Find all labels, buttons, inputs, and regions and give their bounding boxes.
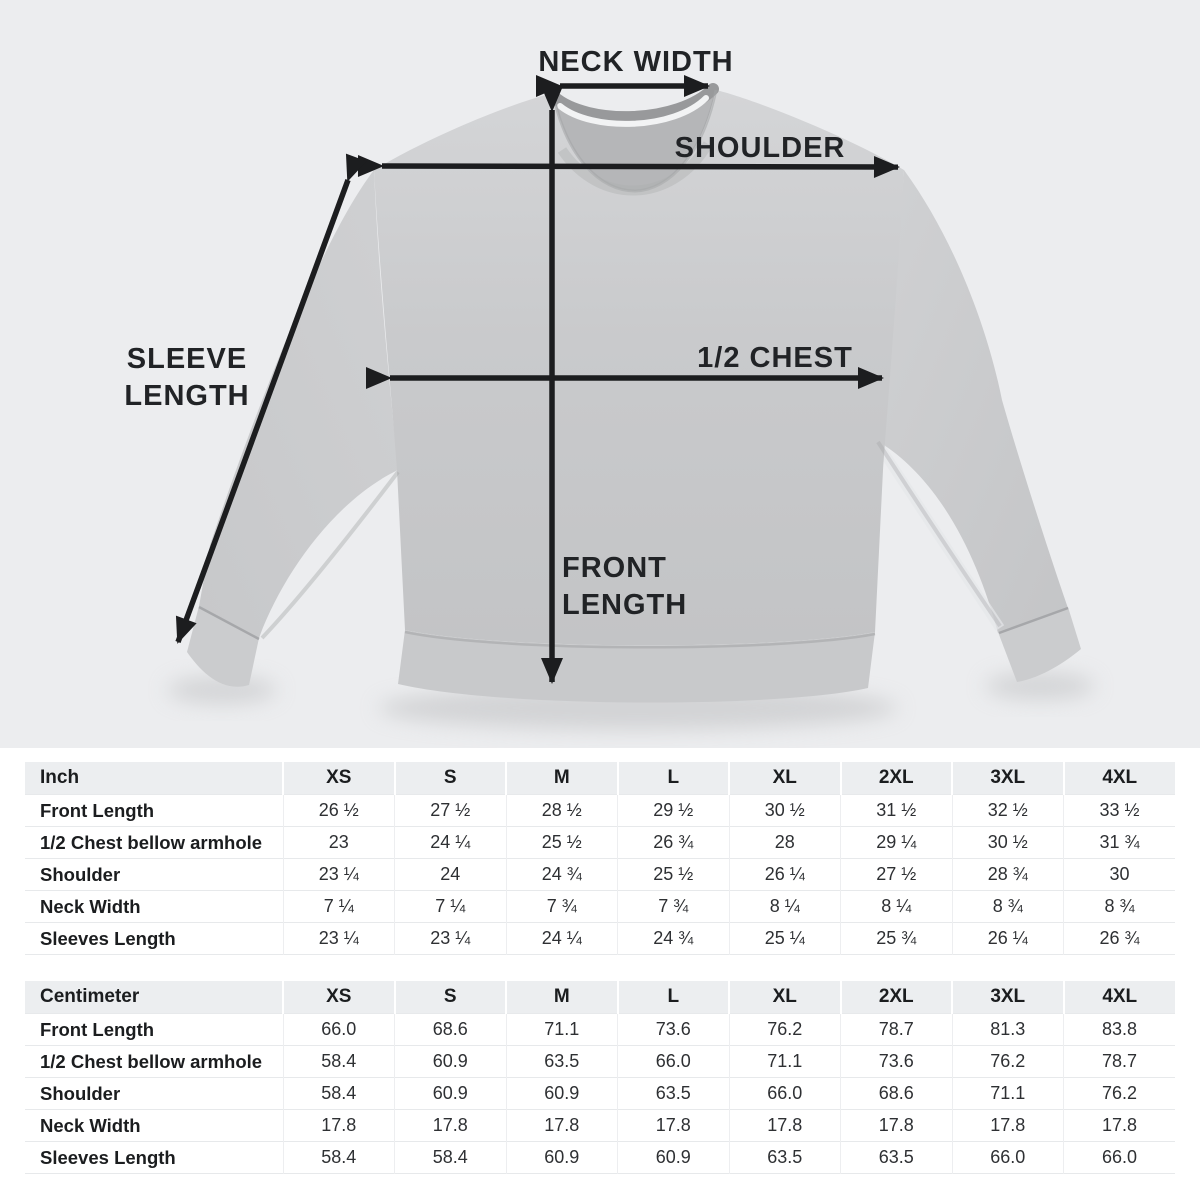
measurement-value-cell: 28 ¾ (952, 859, 1064, 891)
shoulder-arrow (382, 166, 898, 167)
measurement-value-cell: 30 (1064, 859, 1176, 891)
measurement-value-cell: 28 ½ (506, 795, 618, 827)
measurement-row (25, 1110, 1175, 1142)
measurement-value-cell: 7 ¼ (395, 891, 507, 923)
sleeve-length-label-line1: SLEEVE (126, 343, 248, 375)
size-header-cell: L (618, 981, 730, 1014)
measurement-row (25, 1046, 1175, 1078)
size-table-centimeter (25, 981, 1175, 1174)
measurement-value-cell: 17.8 (283, 1110, 395, 1142)
measurement-value-cell: 68.6 (841, 1078, 953, 1110)
measurement-value-cell: 60.9 (506, 1078, 618, 1110)
measurement-value-cell: 30 ½ (952, 827, 1064, 859)
measurement-label-cell: Front Length (25, 795, 283, 827)
measurement-value-cell: 58.4 (283, 1046, 395, 1078)
size-header-cell: L (618, 762, 730, 795)
measurement-value-cell: 76.2 (729, 1014, 841, 1046)
sleeve-length-label-line2: LENGTH (124, 380, 250, 412)
measurement-row (25, 891, 1175, 923)
size-header-cell: S (395, 981, 507, 1014)
measurement-label-cell: 1/2 Chest bellow armhole (25, 1046, 283, 1078)
measurement-value-cell: 24 ¾ (618, 923, 730, 955)
right-cuff-shadow (985, 672, 1095, 700)
measurement-label-cell: Front Length (25, 1014, 283, 1046)
measurement-value-cell: 73.6 (841, 1046, 953, 1078)
measurement-value-cell: 25 ½ (506, 827, 618, 859)
measurement-value-cell: 63.5 (841, 1142, 953, 1174)
measurement-value-cell: 60.9 (395, 1078, 507, 1110)
size-header-cell: XL (729, 981, 841, 1014)
measurement-value-cell: 60.9 (506, 1142, 618, 1174)
measurement-value-cell: 25 ½ (618, 859, 730, 891)
measurement-value-cell: 58.4 (395, 1142, 507, 1174)
measurement-row (25, 827, 1175, 859)
size-header-cell: XL (729, 762, 841, 795)
size-header-cell: XS (283, 981, 395, 1014)
measurement-label-cell: Shoulder (25, 1078, 283, 1110)
front-length-label-line2: LENGTH (562, 589, 688, 621)
measurement-value-cell: 23 ¼ (395, 923, 507, 955)
measurement-value-cell: 33 ½ (1064, 795, 1176, 827)
measurement-value-cell: 63.5 (506, 1046, 618, 1078)
measurement-label-cell: Neck Width (25, 891, 283, 923)
measurement-value-cell: 17.8 (952, 1110, 1064, 1142)
measurement-value-cell: 83.8 (1064, 1014, 1176, 1046)
measurement-value-cell: 26 ¼ (729, 859, 841, 891)
measurement-value-cell: 24 ¼ (395, 827, 507, 859)
measurement-row (25, 1078, 1175, 1110)
measurement-value-cell: 26 ½ (283, 795, 395, 827)
measurement-value-cell: 23 ¼ (283, 859, 395, 891)
measurement-value-cell: 63.5 (618, 1078, 730, 1110)
measurement-value-cell: 31 ½ (841, 795, 953, 827)
size-header-row (25, 762, 1175, 795)
measurement-value-cell: 23 ¼ (283, 923, 395, 955)
measurement-value-cell: 17.8 (729, 1110, 841, 1142)
size-header-cell: M (506, 981, 618, 1014)
size-header-cell: 3XL (952, 981, 1064, 1014)
measurement-value-cell: 81.3 (952, 1014, 1064, 1046)
measurement-value-cell: 76.2 (1064, 1078, 1176, 1110)
measurement-value-cell: 23 (283, 827, 395, 859)
measurement-value-cell: 7 ¾ (506, 891, 618, 923)
measurement-value-cell: 66.0 (952, 1142, 1064, 1174)
measurement-value-cell: 71.1 (952, 1078, 1064, 1110)
measurement-value-cell: 24 (395, 859, 507, 891)
measurement-row (25, 859, 1175, 891)
measurement-value-cell: 7 ¾ (618, 891, 730, 923)
measurement-value-cell: 8 ¼ (841, 891, 953, 923)
measurement-value-cell: 66.0 (283, 1014, 395, 1046)
measurement-value-cell: 8 ¾ (952, 891, 1064, 923)
measurement-value-cell: 76.2 (952, 1046, 1064, 1078)
measurement-label-cell: Neck Width (25, 1110, 283, 1142)
measurement-label-cell: Shoulder (25, 859, 283, 891)
shoulder-label: SHOULDER (674, 132, 846, 164)
measurement-row (25, 1142, 1175, 1174)
measurement-value-cell: 73.6 (618, 1014, 730, 1046)
measurement-value-cell: 58.4 (283, 1142, 395, 1174)
measurement-value-cell: 17.8 (618, 1110, 730, 1142)
measurement-label-cell: Sleeves Length (25, 1142, 283, 1174)
measurement-value-cell: 26 ¾ (618, 827, 730, 859)
size-header-cell: 2XL (841, 762, 953, 795)
measurement-value-cell: 28 (729, 827, 841, 859)
measurement-value-cell: 25 ¼ (729, 923, 841, 955)
measurement-value-cell: 8 ¾ (1064, 891, 1176, 923)
size-header-cell: M (506, 762, 618, 795)
size-header-cell: 4XL (1064, 981, 1176, 1014)
measurement-value-cell: 31 ¾ (1064, 827, 1176, 859)
measurement-row (25, 923, 1175, 955)
measurement-value-cell: 17.8 (1064, 1110, 1176, 1142)
measurement-value-cell: 17.8 (395, 1110, 507, 1142)
half-chest-label: 1/2 CHEST (697, 342, 853, 374)
measurement-value-cell: 8 ¼ (729, 891, 841, 923)
measurement-value-cell: 27 ½ (395, 795, 507, 827)
measurement-value-cell: 66.0 (618, 1046, 730, 1078)
measurement-value-cell: 26 ¼ (952, 923, 1064, 955)
measurement-value-cell: 17.8 (841, 1110, 953, 1142)
measurement-row (25, 1014, 1175, 1046)
measurement-value-cell: 71.1 (506, 1014, 618, 1046)
measurement-value-cell: 30 ½ (729, 795, 841, 827)
measurement-value-cell: 29 ¼ (841, 827, 953, 859)
measurement-value-cell: 78.7 (1064, 1046, 1176, 1078)
size-header-cell: S (395, 762, 507, 795)
measurement-value-cell: 63.5 (729, 1142, 841, 1174)
measurement-row (25, 795, 1175, 827)
measurement-value-cell: 66.0 (1064, 1142, 1176, 1174)
size-header-cell: 4XL (1064, 762, 1176, 795)
measurement-value-cell: 32 ½ (952, 795, 1064, 827)
unit-header-cell: Centimeter (25, 981, 283, 1014)
measurement-value-cell: 27 ½ (841, 859, 953, 891)
size-header-row (25, 981, 1175, 1014)
measurement-value-cell: 60.9 (618, 1142, 730, 1174)
measurement-label-cell: Sleeves Length (25, 923, 283, 955)
measurement-label-cell: 1/2 Chest bellow armhole (25, 827, 283, 859)
measurement-value-cell: 25 ¾ (841, 923, 953, 955)
size-header-cell: 2XL (841, 981, 953, 1014)
size-header-cell: 3XL (952, 762, 1064, 795)
measurement-value-cell: 60.9 (395, 1046, 507, 1078)
measurement-value-cell: 24 ¾ (506, 859, 618, 891)
neck-width-label: NECK WIDTH (538, 46, 734, 78)
measurement-value-cell: 24 ¼ (506, 923, 618, 955)
size-table-inch (25, 762, 1175, 955)
measurement-value-cell: 68.6 (395, 1014, 507, 1046)
measurement-value-cell: 17.8 (506, 1110, 618, 1142)
measurement-value-cell: 26 ¾ (1064, 923, 1176, 955)
measurement-value-cell: 7 ¼ (283, 891, 395, 923)
front-length-label-line1: FRONT (562, 552, 667, 584)
measurement-value-cell: 71.1 (729, 1046, 841, 1078)
measurement-value-cell: 58.4 (283, 1078, 395, 1110)
unit-header-cell: Inch (25, 762, 283, 795)
measurement-value-cell: 29 ½ (618, 795, 730, 827)
measurement-value-cell: 78.7 (841, 1014, 953, 1046)
size-tables (0, 748, 1200, 1174)
size-header-cell: XS (283, 762, 395, 795)
measurement-value-cell: 66.0 (729, 1078, 841, 1110)
